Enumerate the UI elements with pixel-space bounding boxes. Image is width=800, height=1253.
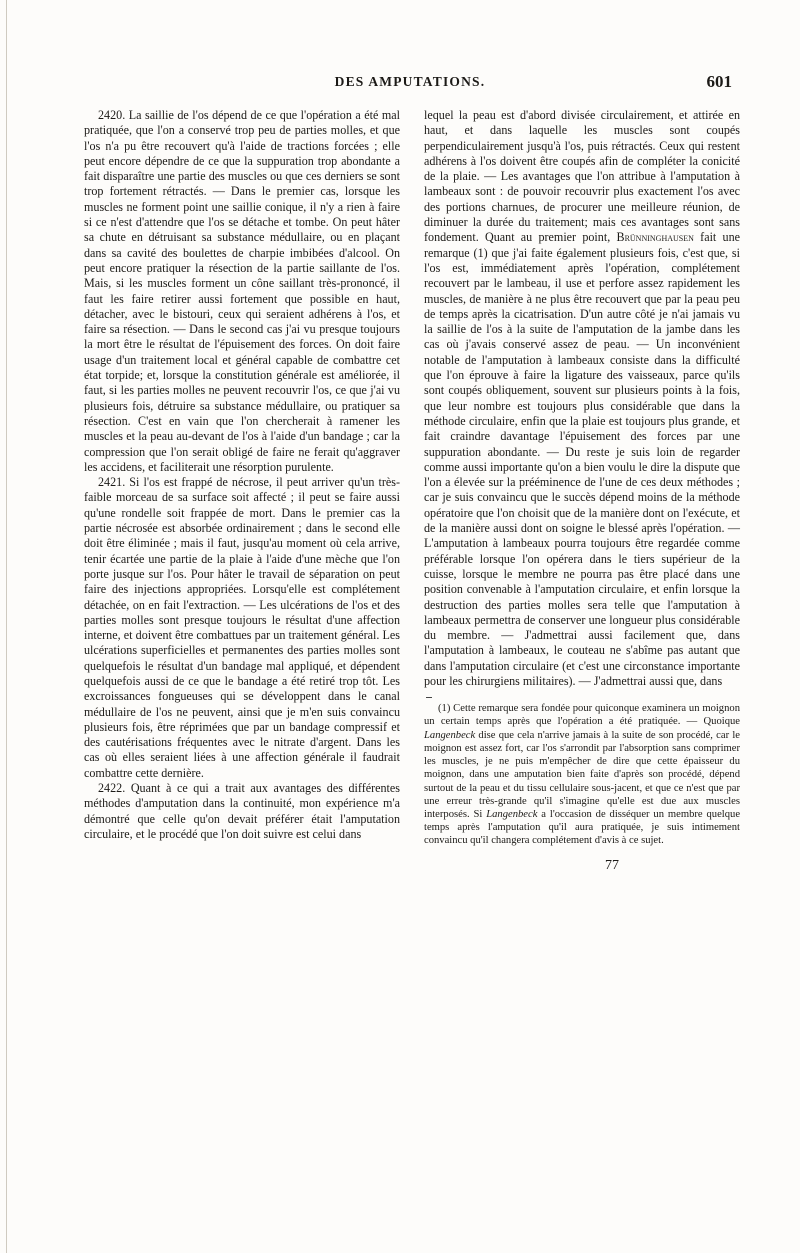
footnote-paragraph [424,702,740,847]
footnote-text-c: a l'occasion de disséquer un membre quelque temps après l'amputation qu'il aura pratiquée, je suis intimement convaincu qu'il changera complétement d'avis à ce sujet. [424,808,741,847]
footnote-rule [426,697,432,698]
page-header [60,72,760,96]
paragraph-2422: 2422. Quant à ce qui a trait aux avantages des différentes méthodes d'amputation dans la continuité, mon expérience m'a démontré que celle qu'on devait préférer était l'amputation circulaire, et le procédé que l'on doit suivre est celui dans [84,781,400,841]
signature-mark: 77 [605,857,619,873]
running-title: DES AMPUTATIONS. [334,74,486,89]
page-number: 601 [706,72,732,91]
footnote-author: Langenbeck [424,729,476,741]
author-name: Brünninghausen [616,230,694,245]
continuation-text-a: lequel la peau est d'abord divisée circulairement, et attirée en haut, et dans laquelle les muscles sont coupés perpendiculairement jusqu'à l'os, puis rétractés. Ceux qui restent adhérens à l'os doivent être coupés afin de compléter la conicité de la plaie. — Les avantages que l'on attribue à l'amputation à lambeaux sont : de pouvoir recouvrir plus exactement l'os avec des portions charnues, de procurer une meilleure réunion, de diminuer la durée du traitement; mais ces avantages sont sans fondement. Quant au premier point, [424,108,740,245]
page-edge-line [6,0,7,1253]
paragraph-2421: 2421. Si l'os est frappé de nécrose, il peut arriver qu'un très-faible morceau de sa surface soit affecté ; il peut se faire aussi qu'une rondelle soit frappée de mort. Dans le premier cas la partie nécrosée est absorbée ordinairement ; dans le second elle doit être éliminée ; mais il faut, jusqu'au moment où cela arrive, tenir écartée une partie de la plaie à l'aide d'une mèche que l'on porte jusque sur l'os. Pour hâter le travail de séparation on peut faire des injections appropriées. Lorsqu'elle est complétement détachée, on en fait l'extraction. — Les ulcérations de l'os et des parties molles sont presque toujours le résultat d'une affection interne, et doivent être combattues par un traitement général. Les ulcérations superficielles et permanentes des parties molles sont quelquefois le résultat d'un bandage mal appliqué, et dépendent quelquefois aussi de ce que le bandage a été retiré trop tôt. Les excroissances fongueuses qui se développent dans le canal médullaire de l'os ne peuvent, ainsi que je m'en suis convaincu plusieurs fois, être réprimées que par un bandage compressif et des cautérisations fréquentes avec le nitrate d'argent. Dans les cas où elles seraient liées à une affection générale il faudrait combattre cette dernière. [84,475,400,780]
footnote-text-a: (1) Cette remarque sera fondée pour quiconque examinera un moignon un certain temps après que l'opération a été pratiquée. — Quoique [424,703,740,728]
footnote-author-2: Langenbeck [486,808,538,820]
text-columns [84,108,742,1108]
footnote [424,702,740,847]
paragraph-2420: 2420. La saillie de l'os dépend de ce que l'opération a été mal pratiquée, que l'on a conservé trop peu de parties molles, et que l'os n'a pu être recouvert qu'à l'aide de tractions forcées ; elle peut encore dépendre de ce que la suppuration trop abondante a fait disparaître une partie des muscles ou que ces derniers se sont trop fortement rétractés. — Dans le premier cas, lorsque les muscles ne forment point une saillie conique, il n'y a rien à faire si ce n'est d'attendre que l'os se détache et tombe. On peut hâter sa chute en détruisant sa substance médullaire, ou en plaçant dans sa cavité des boulettes de charpie imbibées d'alcool. On peut encore pratiquer la résection de la partie saillante de l'os. Mais, si les muscles forment un cône saillant très-prononcé, il faut les faire retirer aussi fortement que possible en haut, détacher, avec le bistouri, ceux qui seraient adhérens à l'os, et faire sa résection. — Dans le second cas j'ai vu presque toujours la mort être le résultat de l'épuisement des forces. On doit faire usage d'un traitement local et général capable de combattre cet état torpide; et, lorsque la constitution générale est améliorée, il faut, si les parties molles ne peuvent recouvrir l'os, ce que j'ai vu plusieurs fois, détruire sa substance médullaire, ou pratiquer sa résection. C'est en vain que l'on chercherait à ramener les muscles et la peau au-devant de l'os à l'aide d'un bandage ; car la compression que l'on serait obligé de faire ne ferait qu'aggraver les accidens, et faciliterait une résorption purulente. [84,108,400,474]
continuation-text-b: fait une remarque (1) que j'ai faite également plusieurs fois, c'est que, si l'os est, immédiatement après l'opération, complétement recouvert par le lambeau, il use et perfore assez rapidement les muscles, de manière à ne plus être recouvert que par la peau peu de temps après la cicatrisation. D'un autre côté je n'ai jamais vu la saillie de l'os à la suite de l'amputation de la jambe dans les cas où j'avais conservé assez de peau. — Un inconvénient notable de l'amputation à lambeaux consiste dans la difficulté que l'on éprouve à faire la ligature des vaisseaux, parce qu'ils sont coupés obliquement, souvent sur plusieurs points à la fois, que leur nombre est toujours plus considérable que dans la méthode circulaire, enfin que la plaie est toujours plus grande, et fait craindre davantage l'épuisement des forces par une suppuration abondante. — Du reste je suis loin de regarder comme aussi importante qu'on a bien voulu le dire la dispute que l'on a élevée sur la prééminence de l'une de ces deux méthodes ; car je suis convaincu que le succès dépend moins de la méthode opératoire que l'on choisit que de la manière dont on l'exécute, et de la manière aussi dont on soigne le blessé après l'opération. — L'amputation à lambeaux pourra toujours être regardée comme préférable lorsque l'on opérera dans le tiers supérieur de la cuisse, lorsque le membre ne pourra pas être placé dans une position convenable à l'amputation circulaire, et enfin lorsque la destruction des parties molles sera telle que l'amputation à lambeaux permettra de conserver une longueur plus considérable du membre. — J'admettrai aussi facilement que, dans l'amputation à lambeaux, le couteau ne s'abîme pas autant que dans l'amputation circulaire (et c'est une circonstance importante pour les chirurgiens militaires). — J'admettrai aussi que, dans [424,230,741,688]
left-column [84,108,400,842]
paragraph-continuation [424,108,740,689]
right-column [424,108,740,873]
footnote-text-b: dise que cela n'arrive jamais à la suite de son procédé, car le moignon est assez fort, car l'os s'arrondit par l'absorption sans comprimer les muscles, je ne puis m'empêcher de dire que cette épaisseur du moignon, dans une amputation bien faite d'après son procédé, dépend surtout de la peau et du tissu cellulaire sous-jacent, et que ce n'est que par une erreur très-grande qu'il s'imagine qu'elle est due aux muscles interposés. Si [424,729,740,820]
